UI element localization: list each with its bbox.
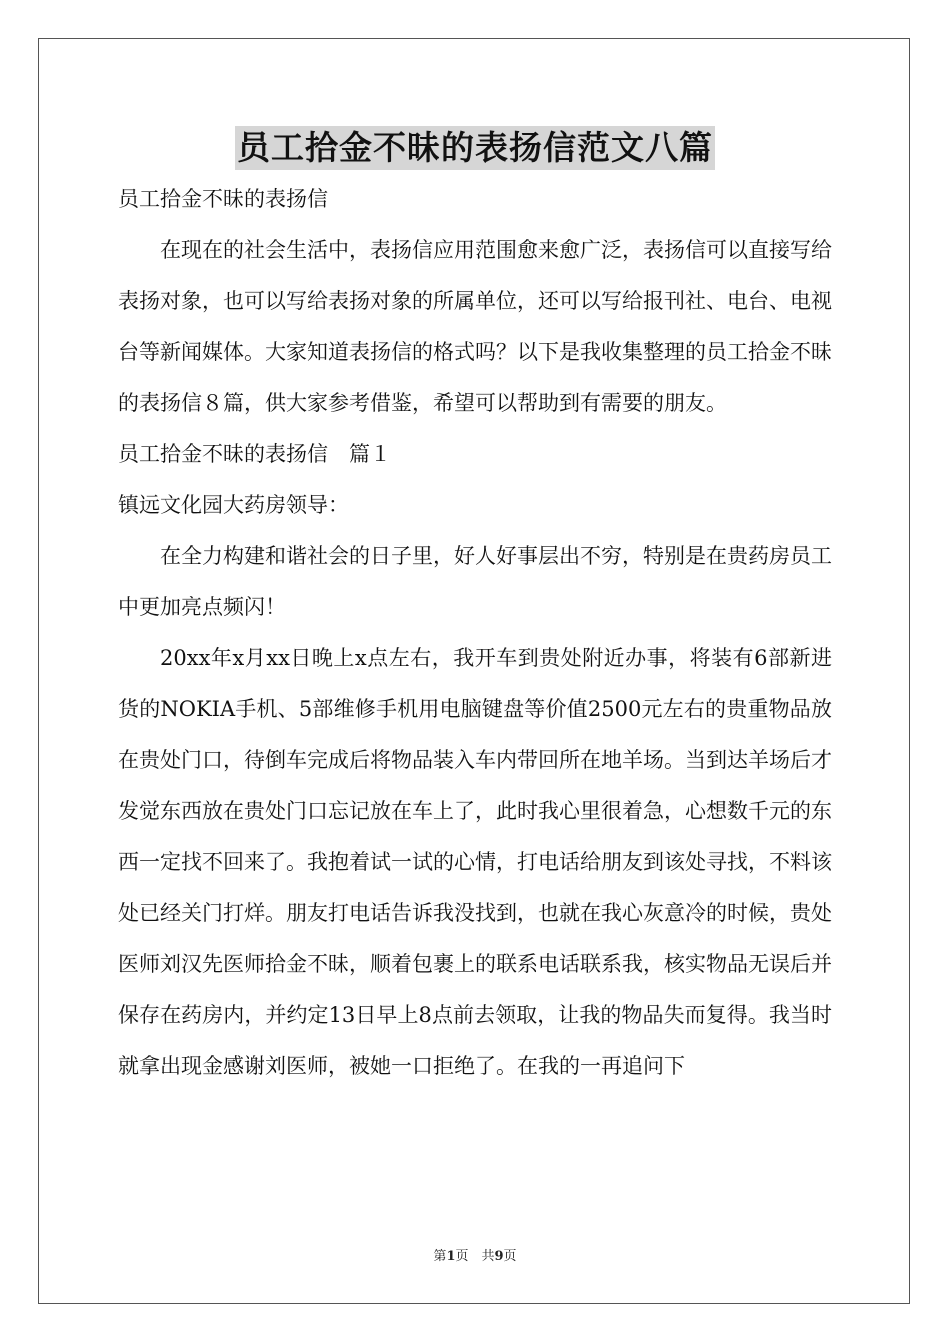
- page-footer: [0, 1248, 950, 1266]
- footer-total-pages: 9: [494, 1249, 504, 1264]
- document-title: 员工拾金不昧的表扬信范文八篇: [235, 126, 715, 170]
- intro-paragraph: 在现在的社会生活中，表扬信应用范围愈来愈广泛，表扬信可以直接写给表扬对象，也可以写给表扬对象的所属单位，还可以写给报刊社、电台、电视台等新闻媒体。大家知道表扬信的格式吗？以下是我收集整理的员工拾金不昧的表扬信８篇，供大家参考借鉴，希望可以帮助到有需要的朋友。: [118, 238, 832, 415]
- footer-page-number: 1: [446, 1249, 456, 1264]
- salutation: 镇远文化园大药房领导：: [118, 493, 349, 517]
- footer-mid: 页 共: [455, 1249, 495, 1264]
- document-body: [118, 174, 832, 1092]
- body-paragraph-2: 20xx年x月xx日晚上x点左右，我开车到贵处附近办事，将装有6部新进货的NOKIA手机、5部维修手机用电脑键盘等价值2500元左右的贵重物品放在贵处门口，待倒车完成后将物品装入车内带回所在地羊场。当到达羊场后才发觉东西放在贵处门口忘记放在车上了，此时我心里很着急，心想数千元的东西一定找不回来了。我抱着试一试的心情，打电话给朋友到该处寻找，不料该处已经关门打烊。朋友打电话告诉我没找到，也就在我心灰意冷的时候，贵处医师刘汉先医师拾金不昧，顺着包裹上的联系电话联系我，核实物品无误后并保存在药房内，并约定13日早上8点前去领取，让我的物品失而复得。我当时就拿出现金感谢刘医师，被她一口拒绝了。在我的一再追问下: [118, 646, 832, 1078]
- body-paragraph-1: 在全力构建和谐社会的日子里，好人好事层出不穷，特别是在贵药房员工中更加亮点频闪！: [118, 544, 832, 619]
- subtitle: 员工拾金不昧的表扬信: [118, 187, 328, 211]
- footer-suffix: 页: [503, 1249, 517, 1264]
- title-container: [0, 126, 950, 170]
- footer-prefix: 第: [433, 1249, 447, 1264]
- section-heading: 员工拾金不昧的表扬信 篇１: [118, 442, 391, 466]
